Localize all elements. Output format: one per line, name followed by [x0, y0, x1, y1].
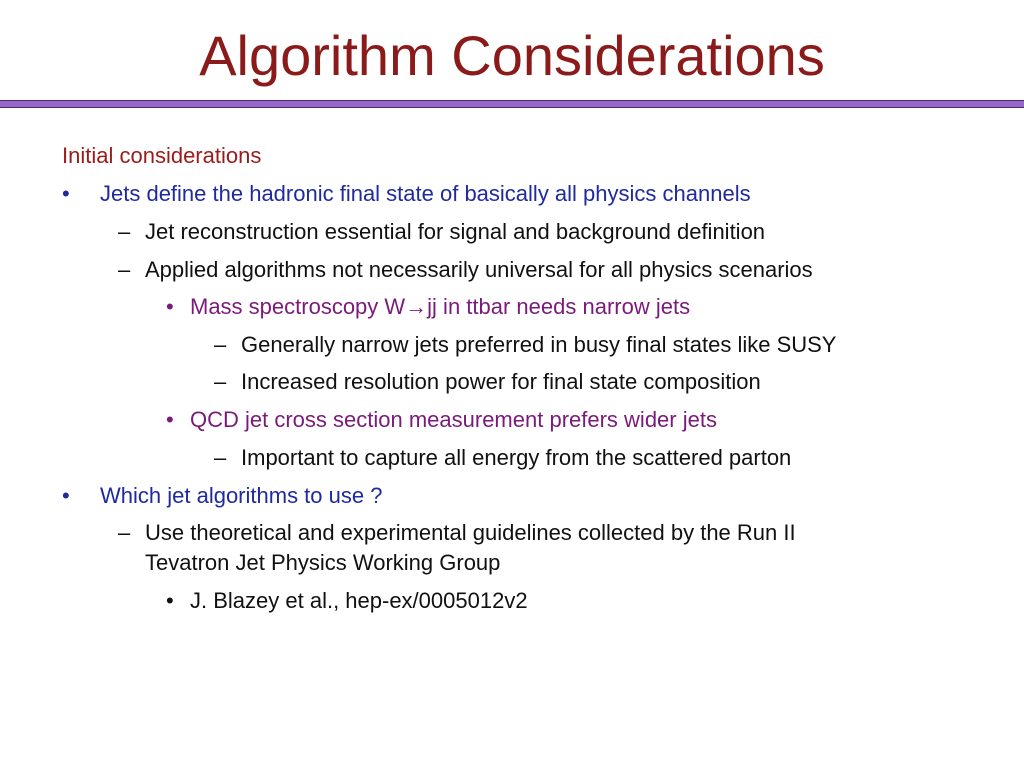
sub-jet-reconstruction: Jet reconstruction essential for signal and background definition — [145, 219, 766, 244]
sub-resolution-power: Increased resolution power for final state composition — [241, 369, 761, 394]
mass-spectroscopy-text-before: Mass spectroscopy W — [190, 294, 406, 319]
bullet-marker: • — [62, 483, 70, 508]
dash-marker: – — [214, 445, 227, 470]
sub-capture-energy: Important to capture all energy from the scattered parton — [241, 445, 792, 470]
sub-guidelines-line1: Use theoretical and experimental guidelines collected by the Run II — [145, 520, 796, 545]
bullet-marker: • — [166, 294, 174, 319]
bullet-qcd-cross-section: QCD jet cross section measurement prefers wider jets — [190, 407, 717, 432]
bullet-marker: • — [166, 407, 174, 432]
bullet-jets-define: Jets define the hadronic final state of basically all physics channels — [100, 181, 751, 206]
reference-blazey: J. Blazey et al., hep-ex/0005012v2 — [190, 588, 528, 613]
dash-marker: – — [118, 257, 131, 282]
mass-spectroscopy-text-after: jj in ttbar needs narrow jets — [427, 294, 691, 319]
bullet-marker: • — [62, 181, 70, 206]
bullet-marker: • — [166, 588, 174, 613]
bullet-mass-spectroscopy — [190, 291, 690, 322]
bullet-which-algorithms: Which jet algorithms to use ? — [100, 483, 383, 508]
dash-marker: – — [118, 219, 131, 244]
sub-narrow-jets-susy: Generally narrow jets preferred in busy final states like SUSY — [241, 332, 837, 357]
section-heading: Initial considerations — [62, 143, 262, 168]
dash-marker: – — [214, 369, 227, 394]
sub-guidelines-line2: Tevatron Jet Physics Working Group — [145, 550, 501, 575]
slide-title: Algorithm Considerations — [199, 24, 825, 87]
title-divider — [0, 100, 1024, 108]
right-arrow-icon: → — [405, 294, 428, 319]
sub-applied-algorithms: Applied algorithms not necessarily universal for all physics scenarios — [145, 257, 813, 282]
dash-marker: – — [118, 520, 131, 545]
dash-marker: – — [214, 332, 227, 357]
